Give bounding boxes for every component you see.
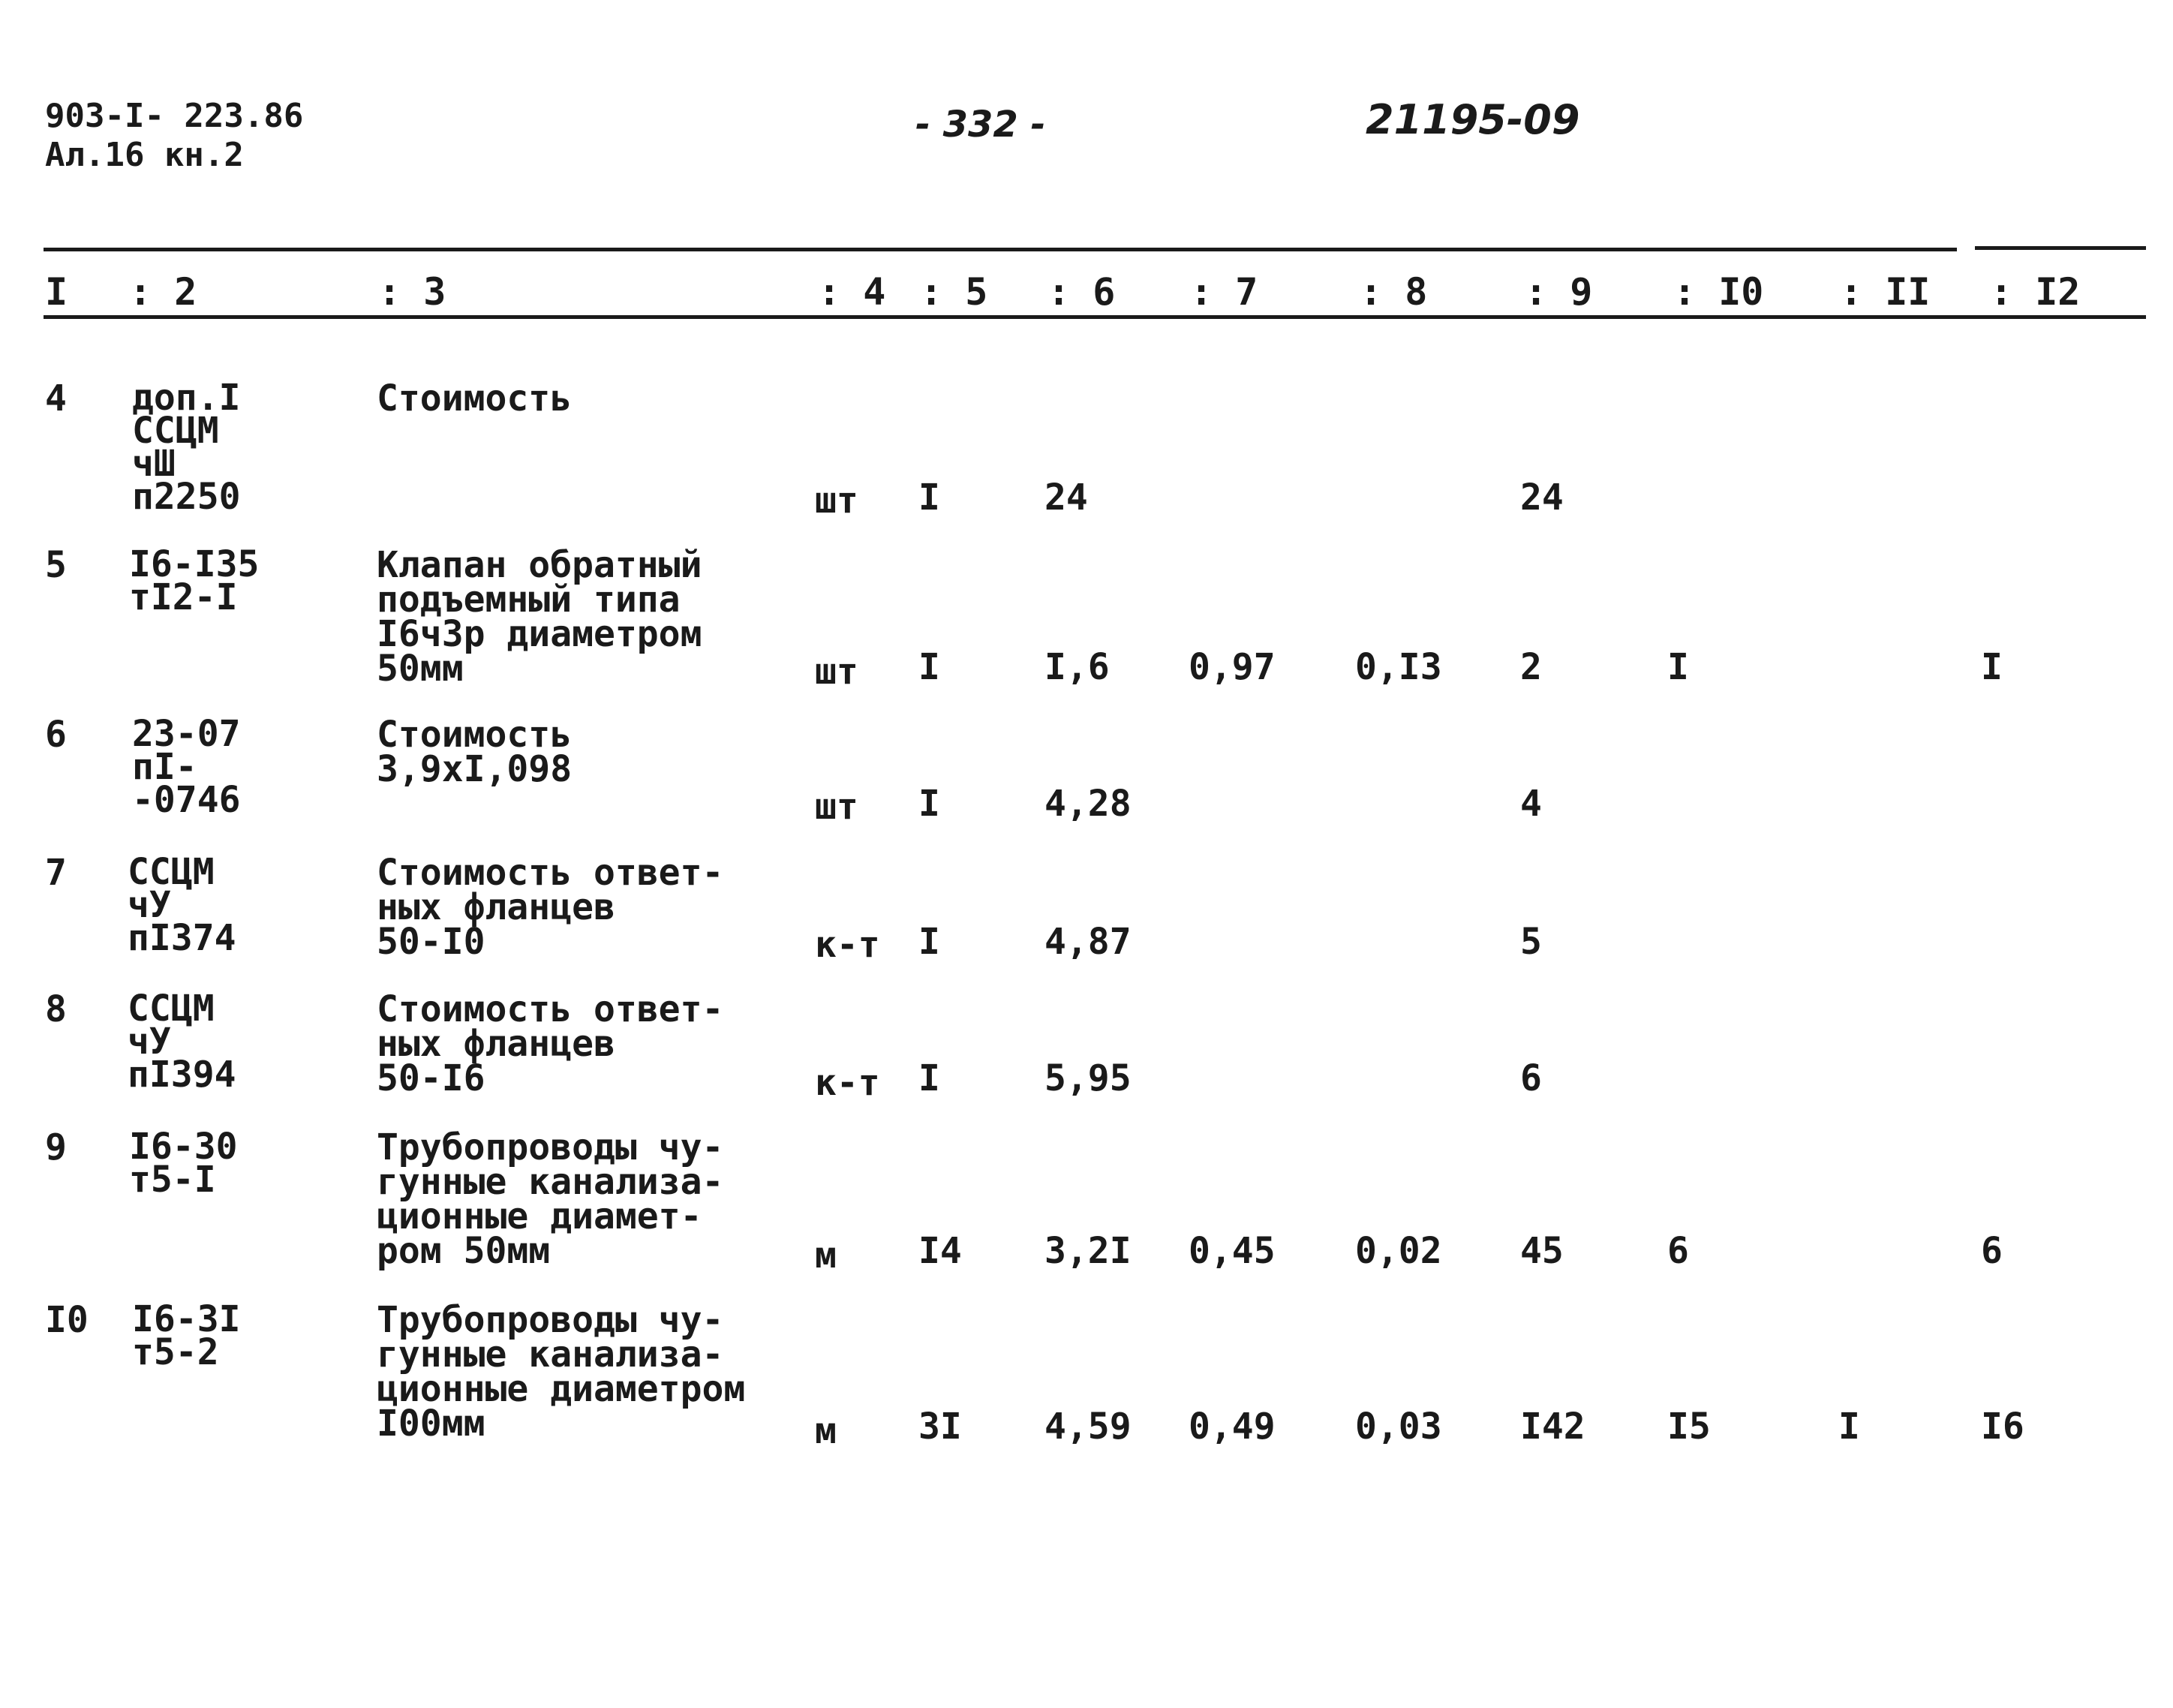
document-subcode: Ал.16 кн.2 [45, 136, 244, 174]
col-6-value: I,6 [1044, 646, 1110, 688]
row-number: I0 [45, 1299, 89, 1341]
item-description: Клапан обратный подъемный типа I6ч3р диаметром 50мм [377, 544, 702, 690]
resource-code: ССЦМ чУ пI394 [128, 988, 236, 1096]
item-description: Трубопроводы чу- гунные канализа- ционные диаметром I00мм [377, 1299, 746, 1445]
col-6-value: 24 [1044, 477, 1088, 519]
col-6-value: 3,2I [1044, 1230, 1132, 1272]
resource-code: доп.I ССЦМ чШ п2250 [132, 377, 241, 518]
row-number: 6 [45, 714, 67, 756]
col-9-number: : 9 [1525, 270, 1593, 314]
unit: м [815, 1410, 837, 1452]
col-9-value: 4 [1520, 783, 1542, 825]
col-3-number: : 3 [378, 270, 446, 314]
row-number: 8 [45, 988, 67, 1030]
col-1-number: I [45, 270, 68, 314]
col-12-number: : I2 [1990, 270, 2081, 314]
header-top-rule-left [44, 248, 1957, 251]
col-9-value: I42 [1520, 1406, 1585, 1448]
col-12-value: 6 [1981, 1230, 2003, 1272]
quantity: I [918, 646, 940, 688]
col-10-value: I [1667, 646, 1689, 688]
item-description: Стоимость 3,9хI,098 [377, 714, 573, 790]
resource-code: ССЦМ чУ пI374 [128, 851, 236, 959]
item-description: Стоимость [377, 377, 573, 419]
item-description: Стоимость ответ- ных фланцев 50-I6 [377, 988, 724, 1099]
item-description: Трубопроводы чу- гунные канализа- ционные диамет- ром 50мм [377, 1126, 724, 1272]
quantity: I4 [918, 1230, 962, 1272]
col-9-value: 5 [1520, 921, 1542, 963]
resource-code: 23-07 пI- -0746 [132, 713, 241, 821]
col-10-value: 6 [1667, 1230, 1689, 1272]
row-number: 5 [45, 544, 67, 586]
col-7-value: 0,45 [1189, 1230, 1276, 1272]
quantity: I [918, 921, 940, 963]
unit: к-т [815, 1062, 880, 1104]
col-11-value: I [1838, 1406, 1860, 1448]
col-8-value: 0,I3 [1355, 646, 1442, 688]
col-7-value: 0,97 [1189, 646, 1276, 688]
col-6-value: 4,28 [1044, 783, 1132, 825]
document-code: 903-I- 223.86 [45, 97, 304, 135]
unit: шт [815, 786, 858, 828]
col-10-number: : I0 [1673, 270, 1764, 314]
col-12-value: I6 [1981, 1406, 2024, 1448]
unit: к-т [815, 924, 880, 966]
quantity: I [918, 783, 940, 825]
col-10-value: I5 [1667, 1406, 1711, 1448]
col-9-value: 2 [1520, 646, 1542, 688]
unit: шт [815, 480, 858, 522]
row-number: 9 [45, 1126, 67, 1168]
col-7-number: : 7 [1190, 270, 1258, 314]
row-number: 7 [45, 852, 67, 894]
col-11-number: : II [1840, 270, 1931, 314]
col-6-value: 4,87 [1044, 921, 1132, 963]
unit: шт [815, 651, 858, 693]
quantity: 3I [918, 1406, 962, 1448]
col-8-value: 0,02 [1355, 1230, 1442, 1272]
col-7-value: 0,49 [1189, 1406, 1276, 1448]
resource-code: I6-I35 тI2-I [129, 543, 260, 618]
resource-code: I6-3I т5-2 [132, 1298, 241, 1373]
inventory-number: 21195-09 [1366, 96, 1580, 143]
header-bottom-rule [44, 315, 2146, 319]
row-number: 4 [45, 377, 67, 419]
col-9-value: 45 [1520, 1230, 1564, 1272]
quantity: I [918, 1057, 940, 1099]
col-12-value: I [1981, 646, 2003, 688]
col-2-number: : 2 [129, 270, 197, 314]
col-6-number: : 6 [1047, 270, 1116, 314]
resource-code: I6-30 т5-I [129, 1126, 238, 1201]
col-9-value: 24 [1520, 477, 1564, 519]
col-5-number: : 5 [920, 270, 988, 314]
header-top-rule-right [1975, 246, 2146, 250]
page-number: - 332 - [915, 104, 1046, 146]
col-8-value: 0,03 [1355, 1406, 1442, 1448]
col-6-value: 5,95 [1044, 1057, 1132, 1099]
item-description: Стоимость ответ- ных фланцев 50-I0 [377, 852, 724, 963]
col-4-number: : 4 [818, 270, 886, 314]
unit: м [815, 1234, 837, 1276]
col-8-number: : 8 [1360, 270, 1428, 314]
quantity: I [918, 477, 940, 519]
col-9-value: 6 [1520, 1057, 1542, 1099]
col-6-value: 4,59 [1044, 1406, 1132, 1448]
